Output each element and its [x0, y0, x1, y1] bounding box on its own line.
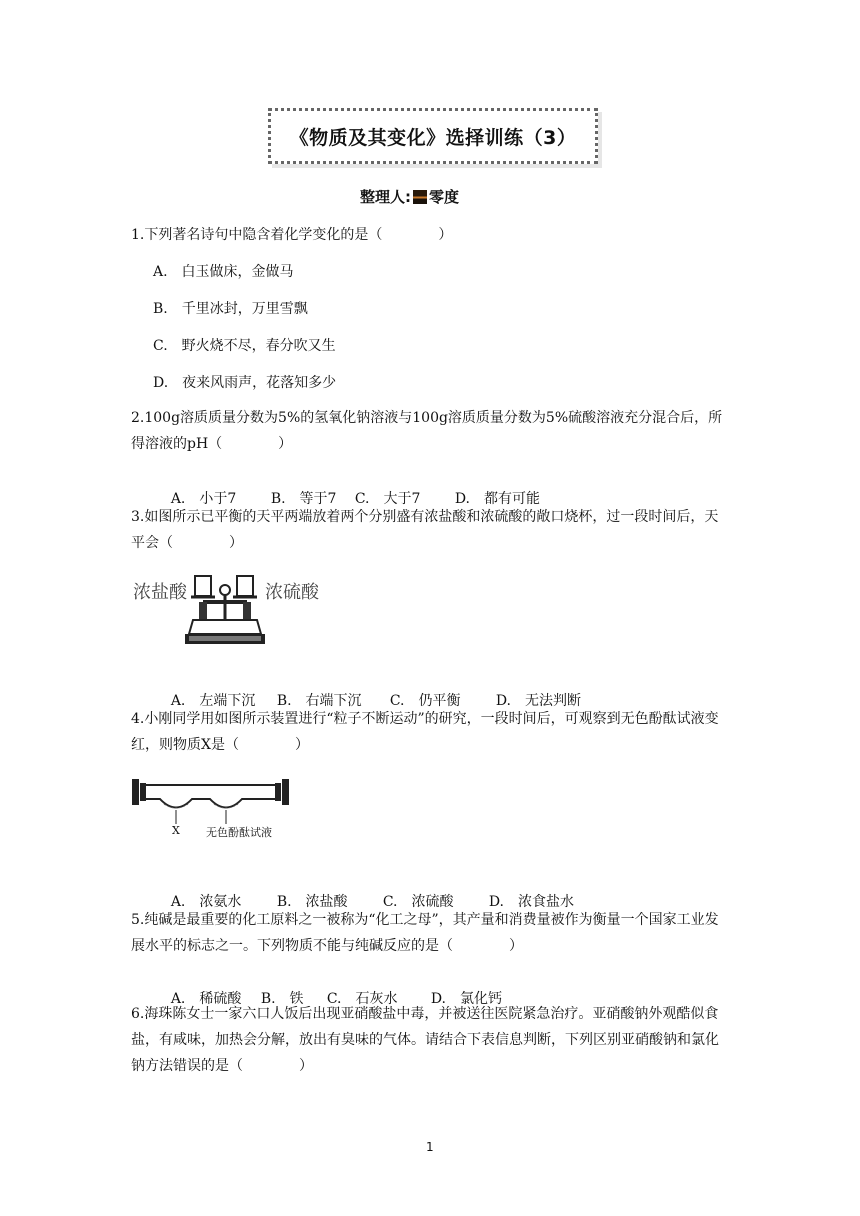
question-5-option-a: A. 稀硫酸 [170, 991, 242, 1007]
question-3-option-c: C. 仍平衡 [389, 693, 461, 709]
x-label: X [172, 824, 180, 837]
question-1-stem: 1.下列著名诗句中隐含着化学变化的是（ ） [131, 227, 453, 243]
question-5-option-b: B. 铁 [260, 991, 304, 1007]
question-2-option-a: A. 小于7 [170, 491, 237, 507]
question-3-stem: 3.如图所示已平衡的天平两端放着两个分别盛有浓盐酸和浓硫酸的敞口烧杯，过一段时间后，天平会（ ） [131, 509, 719, 551]
question-2-option-b: B. 等于7 [270, 491, 337, 507]
tube-figure [128, 774, 293, 842]
question-2-option-c: C. 大于7 [354, 491, 421, 507]
avatar-icon [413, 190, 427, 204]
compiler-line [360, 186, 459, 207]
question-4-option-a: A. 浓氨水 [170, 894, 242, 910]
question-1-option-b: B. 千里冰封，万里雪飘 [153, 301, 308, 317]
question-5-stem: 5.纯碱是最重要的化工原料之一被称为“化工之母”，其产量和消费量被作为衡量一个国家工业发展水平的标志之一。下列物质不能与纯碱反应的是（ ） [131, 912, 719, 954]
question-4-option-c: C. 浓硫酸 [382, 894, 454, 910]
right-beaker-label: 浓硫酸 [265, 582, 319, 603]
question-3-option-a: A. 左端下沉 [170, 693, 256, 709]
question-3-option-d: D. 无法判断 [495, 693, 581, 709]
question-4-option-b: B. 浓盐酸 [276, 894, 348, 910]
balance-figure [133, 570, 323, 650]
question-3-option-b: B. 右端下沉 [276, 693, 362, 709]
phenolphthalein-label: 无色酚酞试液 [206, 826, 272, 839]
document-title: 《物质及其变化》选择训练（3） [268, 108, 598, 164]
compiler-name: 零度 [429, 188, 460, 206]
question-2-stem: 2.100g溶质质量分数为5%的氢氧化钠溶液与100g溶质质量分数为5%硫酸溶液充分混合后，所得溶液的pH（ ） [131, 410, 723, 452]
compiler-label: 整理人: [360, 188, 411, 206]
question-1-option-c: C. 野火烧不尽，春分吹又生 [153, 338, 336, 354]
question-2-option-d: D. 都有可能 [454, 491, 540, 507]
question-5-option-c: C. 石灰水 [326, 991, 398, 1007]
page-number: 1 [426, 1140, 434, 1154]
question-5-option-d: D. 氯化钙 [430, 991, 502, 1007]
question-4-stem: 4.小刚同学用如图所示装置进行“粒子不断运动”的研究，一段时间后，可观察到无色酚酞试液变红，则物质X是（ ） [131, 711, 719, 753]
question-1-option-a: A. 白玉做床，金做马 [153, 264, 294, 280]
question-1-option-d: D. 夜来风雨声，花落知多少 [153, 375, 337, 391]
question-6-stem: 6.海珠陈女士一家六口人饭后出现亚硝酸盐中毒，并被送往医院紧急治疗。亚硝酸钠外观酷似食盐，有咸味，加热会分解，放出有臭味的气体。请结合下表信息判断，下列区别亚硝酸钠和氯化钠方法错误的是（ ） [131, 1006, 719, 1074]
question-4-option-d: D. 浓食盐水 [488, 894, 574, 910]
left-beaker-label: 浓盐酸 [133, 582, 187, 603]
